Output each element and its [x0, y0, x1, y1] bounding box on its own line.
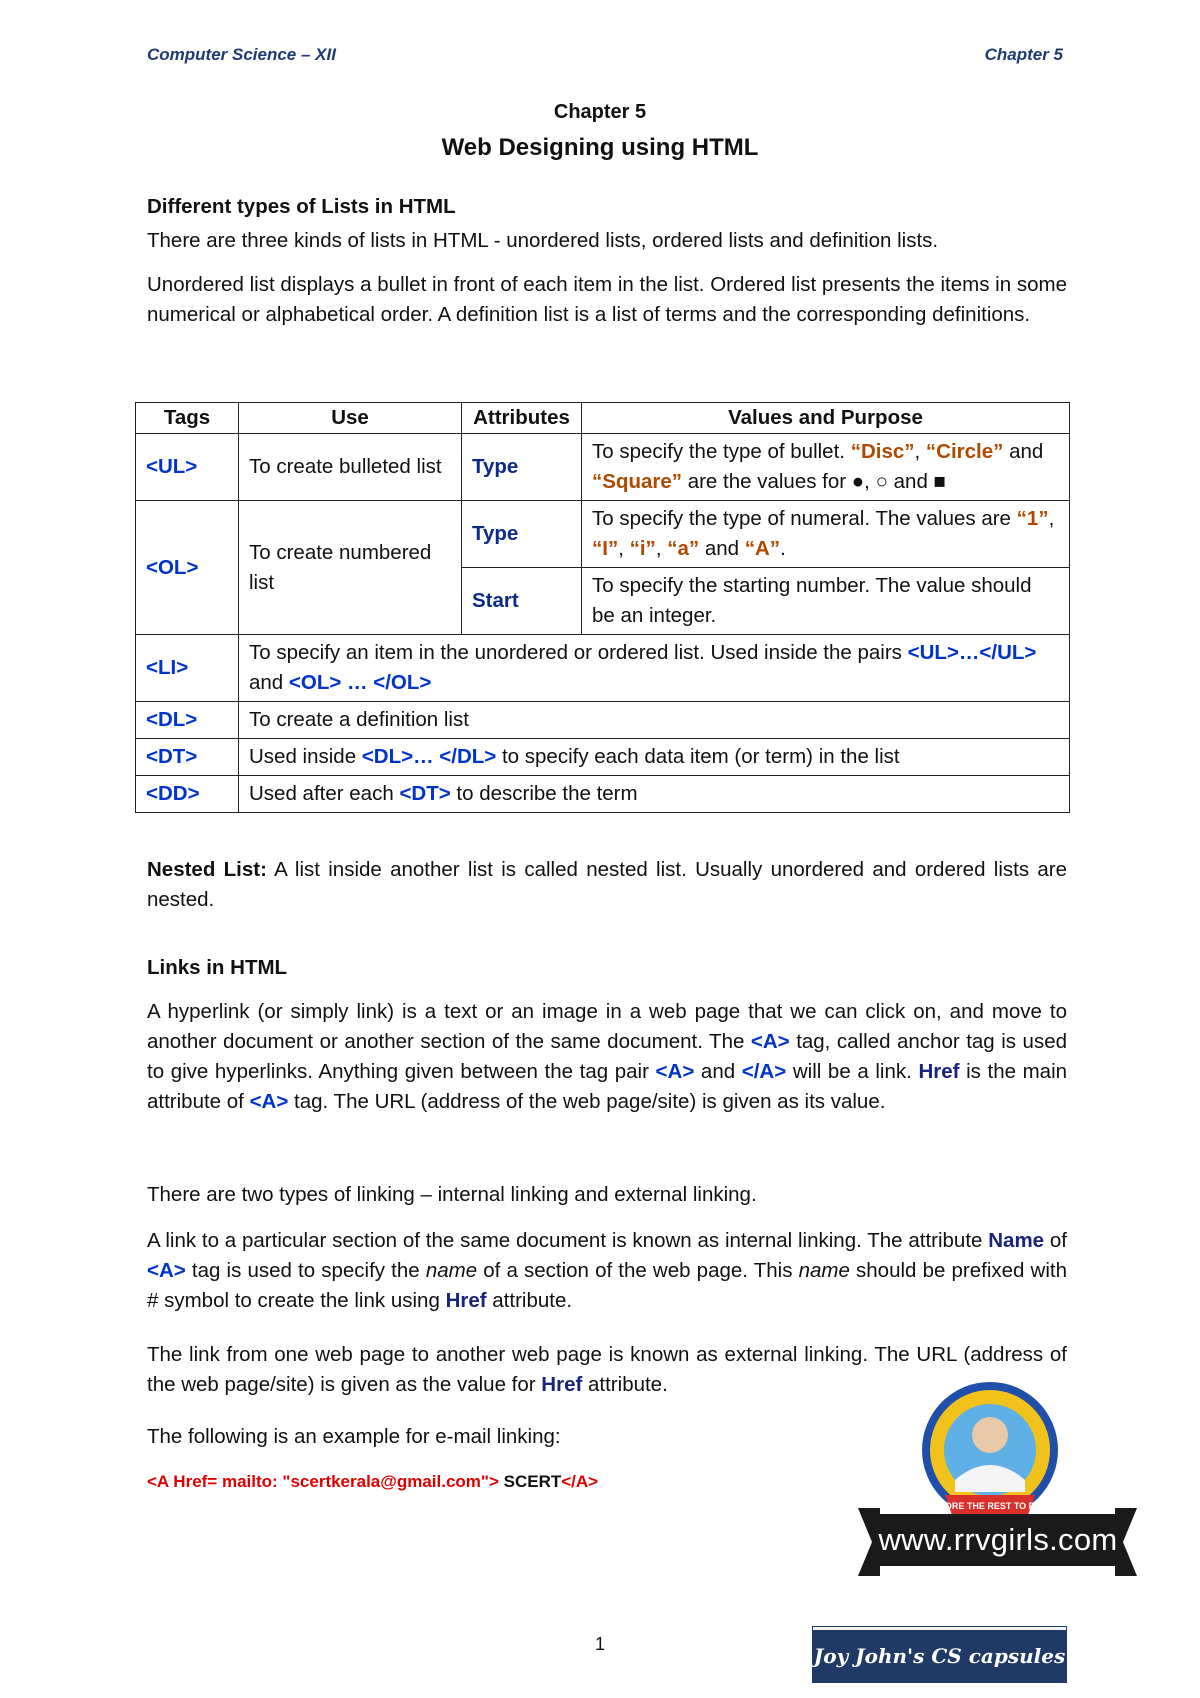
table-row — [136, 776, 1070, 813]
table-header-cell: Attributes — [462, 403, 582, 434]
header-chapter: Chapter 5 — [984, 45, 1063, 64]
page-number: 1 — [594, 1634, 605, 1654]
email-link-example: <A Href= mailto: "scertkerala@gmail.com"> SCERT</A> — [147, 1472, 599, 1491]
table-header-row — [136, 403, 1070, 434]
list-tags-table — [135, 402, 1070, 813]
author-badge: Joy John's CS capsules — [813, 1627, 1066, 1682]
table-row — [136, 702, 1070, 739]
tag-cell: <LI> — [136, 635, 239, 702]
links-paragraph-3: A link to a particular section of the same document is known as internal linking. The attribute Name of <A> tag is used to specify the name of a section of the web page. This name should be prefixed with # symbol to create the link using Href attribute. — [147, 1229, 1068, 1312]
values-cell: To specify the type of numeral. The values are “1”, “I”, “i”, “a” and “A”. — [582, 501, 1070, 568]
use-cell: To create a definition list — [239, 702, 1070, 739]
lists-paragraph: Unordered list displays a bullet in front of each item in the list. Ordered list presents the items in some numerical or alphabetical order. A definition list is a list of terms and the corresponding definitions. — [147, 273, 1067, 326]
attribute-cell: Start — [462, 568, 582, 635]
values-cell: To specify the type of bullet. “Disc”, “Circle” and “Square” are the values for ●, ○ and ■ — [582, 434, 1070, 501]
links-paragraph-5: The following is an example for e-mail linking: — [147, 1425, 561, 1448]
tag-cell: <DD> — [136, 776, 239, 813]
use-cell: To specify an item in the unordered or ordered list. Used inside the pairs <UL>…</UL> and <OL> … </OL> — [239, 635, 1070, 702]
links-paragraph-1: A hyperlink (or simply link) is a text or an image in a web page that we can click on, and move to another document or another section of the same document. The <A> tag, called anchor tag is used to give hyperlinks. Anything given between the tag pair <A> and </A> will be a link. Href is the main attribute of <A> tag. The URL (address of the web page/site) is given as its value. — [147, 1000, 1068, 1113]
table-row — [136, 501, 1070, 568]
links-paragraph-2: There are two types of linking – internal linking and external linking. — [147, 1183, 757, 1206]
lists-heading: Different types of Lists in HTML — [147, 195, 456, 218]
use-cell: To create bulleted list — [239, 434, 462, 501]
table-row — [136, 635, 1070, 702]
values-cell: To specify the starting number. The value should be an integer. — [582, 568, 1070, 635]
use-cell: To create numbered list — [239, 501, 462, 635]
table-header-cell: Values and Purpose — [582, 403, 1070, 434]
chapter-title: Web Designing using HTML — [441, 134, 759, 161]
table-header-cell: Use — [239, 403, 462, 434]
use-cell: Used inside <DL>… </DL> to specify each data item (or term) in the list — [239, 739, 1070, 776]
links-paragraph-4: The link from one web page to another web page is known as external linking. The URL (address of the web page/site) is given as the value for Href attribute. — [147, 1343, 1067, 1396]
svg-text:EXPLORE THE REST TO EXCEL: EXPLORE THE REST TO EXCEL — [921, 1501, 1059, 1511]
chapter-number: Chapter 5 — [553, 101, 647, 123]
tag-cell: <UL> — [136, 434, 239, 501]
lists-intro: There are three kinds of lists in HTML - unordered lists, ordered lists and definition lists. — [147, 229, 939, 252]
table-row — [136, 739, 1070, 776]
header-subject: Computer Science – XII — [147, 45, 336, 64]
tag-cell: <DL> — [136, 702, 239, 739]
watermark-site: www.rrvgirls.com — [878, 1514, 1118, 1566]
links-heading: Links in HTML — [147, 956, 288, 979]
nested-list-paragraph: Nested List: A list inside another list is called nested list. Usually unordered and ordered lists are nested. — [147, 858, 1067, 911]
tag-cell: <DT> — [136, 739, 239, 776]
tag-cell: <OL> — [136, 501, 239, 635]
table-row — [136, 434, 1070, 501]
attribute-cell: Type — [462, 434, 582, 501]
use-cell: Used after each <DT> to describe the term — [239, 776, 1070, 813]
attribute-cell: Type — [462, 501, 582, 568]
table-header-cell: Tags — [136, 403, 239, 434]
